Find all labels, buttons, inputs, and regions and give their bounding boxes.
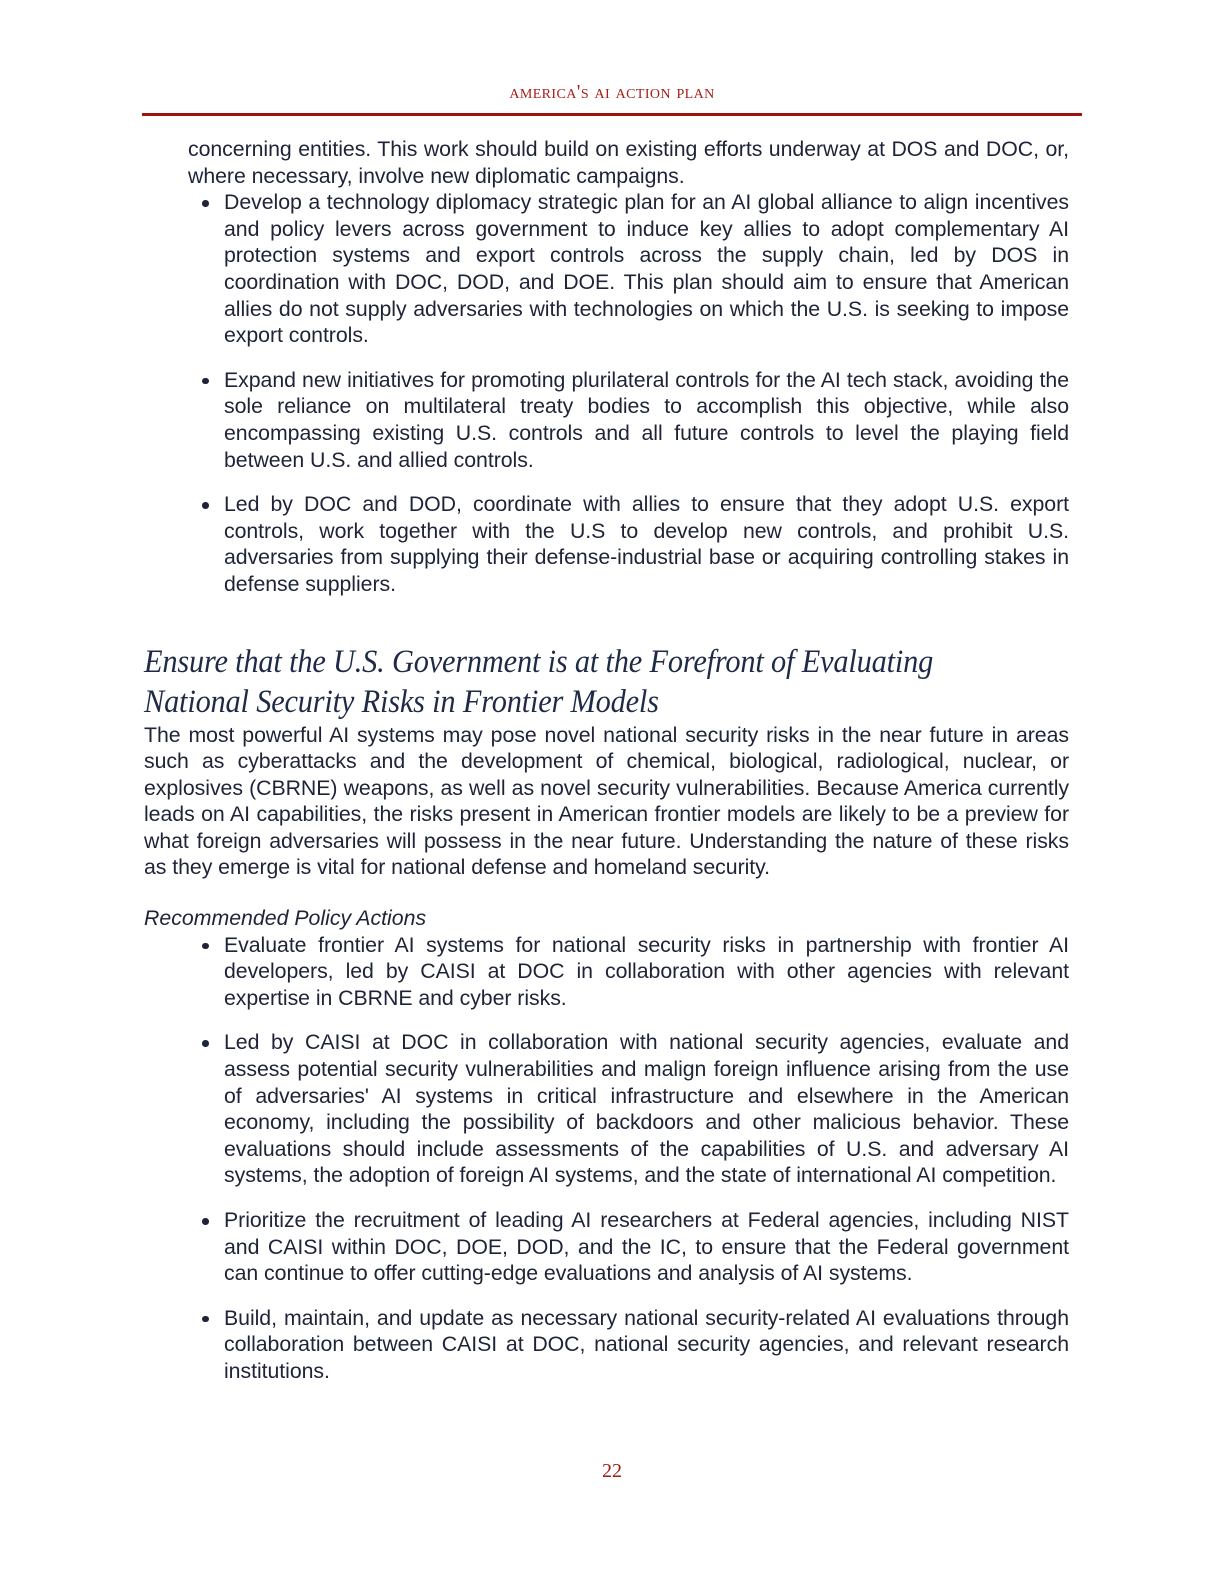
policy-actions-list bbox=[144, 932, 1069, 1385]
list-item: Evaluate frontier AI systems for national security risks in partnership with frontier AI developers, led by CAISI at DOC in collaboration with other agencies with relevant expertise in CBRNE and cyber risks. bbox=[188, 932, 1069, 1012]
list-item: Build, maintain, and update as necessary national security-related AI evaluations through collaboration between CAISI at DOC, national security agencies, and relevant research institutions. bbox=[188, 1305, 1069, 1385]
header-rule-divider bbox=[142, 113, 1082, 116]
subsection-label-block bbox=[144, 905, 1069, 932]
page-content bbox=[144, 136, 1069, 1385]
list-item: Prioritize the recruitment of leading AI researchers at Federal agencies, including NIST and CAISI within DOC, DOE, DOD, and the IC, to ensure that the Federal government can continue to offer cutting-edge evaluations and analysis of AI systems. bbox=[188, 1207, 1069, 1287]
list-item: Led by CAISI at DOC in collaboration with national security agencies, evaluate and assess potential security vulnerabilities and malign foreign influence arising from the use of adversaries' AI systems in critical infrastructure and elsewhere in the American economy, including the possibility of backdoors and other malicious behavior. These evaluations should include assessments of the capabilities of U.S. and adversary AI systems, the adoption of foreign AI systems, and the state of international AI competition. bbox=[188, 1029, 1069, 1189]
list-item: Expand new initiatives for promoting plurilateral controls for the AI tech stack, avoiding the sole reliance on multilateral treaty bodies to accomplish this objective, while also encompassing existing U.S. controls and all future controls to level the playing field between U.S. and allied controls. bbox=[188, 367, 1069, 473]
recommended-policy-actions-label: Recommended Policy Actions bbox=[144, 906, 427, 931]
top-bullet-list bbox=[144, 189, 1069, 597]
continued-paragraph: concerning entities. This work should build on existing efforts underway at DOS and DOC, or, where necessary, involve new diplomatic campaigns. bbox=[188, 137, 1069, 188]
section-heading-block bbox=[144, 642, 1069, 722]
section-heading: Ensure that the U.S. Government is at the Forefront of Evaluating National Security Risks in Frontier Models bbox=[144, 643, 934, 720]
section-intro-paragraph: The most powerful AI systems may pose novel national security risks in the near future in areas such as cyberattacks and the development of chemical, biological, radiological, nuclear, or explosives (CBRNE) weapons, as well as novel security vulnerabilities. Because America currently leads on AI capabilities, the risks present in American frontier models are likely to be a preview for what foreign adversaries will possess in the near future. Understanding the nature of these risks as they emerge is vital for national defense and homeland security. bbox=[144, 722, 1069, 880]
list-item: Develop a technology diplomacy strategic plan for an AI global alliance to align incentives and policy levers across government to induce key allies to adopt complementary AI protection systems and export controls across the supply chain, led by DOS in coordination with DOC, DOD, and DOE. This plan should aim to ensure that American allies do not supply adversaries with technologies on which the U.S. is seeking to impose export controls. bbox=[188, 189, 1069, 349]
running-header bbox=[142, 82, 1082, 103]
running-header-title: america's ai action plan bbox=[509, 81, 715, 103]
list-item: Led by DOC and DOD, coordinate with allies to ensure that they adopt U.S. export controls, work together with the U.S to develop new controls, and prohibit U.S. adversaries from supplying their defense-industrial base or acquiring controlling stakes in defense suppliers. bbox=[188, 491, 1069, 597]
page-number: 22 bbox=[602, 1460, 622, 1482]
